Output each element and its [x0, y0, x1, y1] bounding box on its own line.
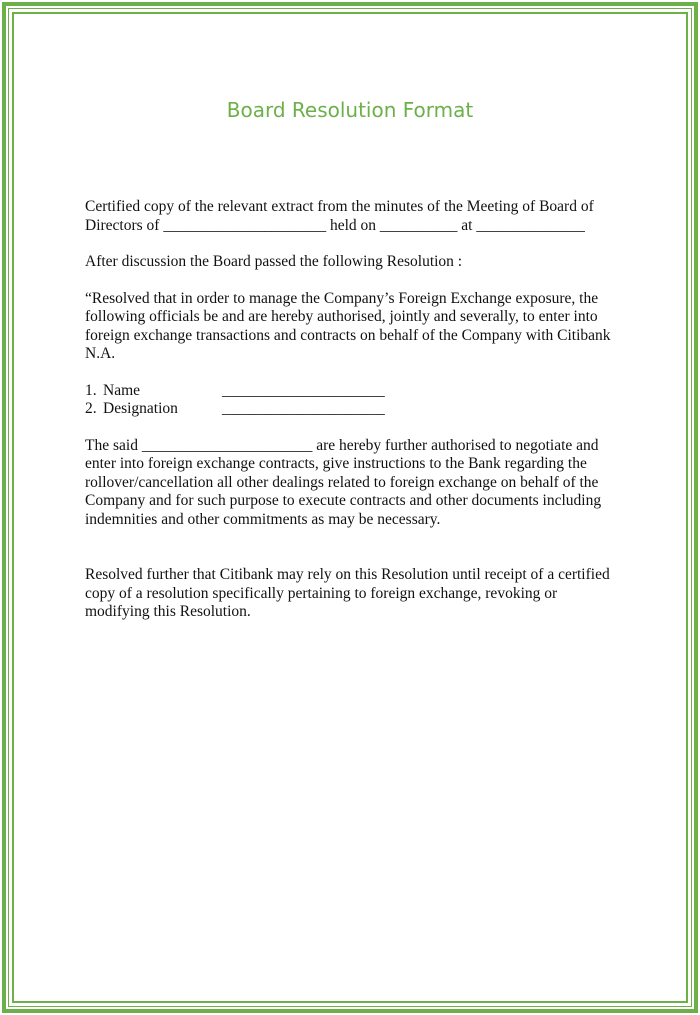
list-number: 2. — [85, 400, 97, 417]
document-body — [85, 198, 620, 622]
authorisation-paragraph — [85, 437, 620, 530]
text-line: Certified copy of the relevant extract from the minutes of the Meeting of Board of — [85, 198, 594, 215]
officials-list — [85, 382, 620, 419]
text-line: The said ______________________ are hereby further authorised to negotiate and — [85, 436, 599, 454]
text-line: N.A. — [85, 345, 116, 362]
text-line: Resolved further that Citibank may rely on this Resolution until receipt of a certified — [85, 566, 610, 583]
text-line: foreign exchange transactions and contracts on behalf of the Company with Citibank — [85, 326, 611, 344]
list-item — [85, 400, 620, 419]
text-line: modifying this Resolution. — [85, 603, 251, 620]
designation-label: Designation — [103, 400, 178, 417]
text-line: copy of a resolution specifically pertaining to foreign exchange, revoking or — [85, 584, 558, 602]
list-number: 1. — [85, 381, 97, 399]
certified-copy-paragraph — [85, 198, 620, 235]
name-blank: _____________________ — [222, 381, 385, 399]
text-line: indemnities and other commitments as may be necessary. — [85, 510, 441, 528]
text-line: “Resolved that in order to manage the Company’s Foreign Exchange exposure, the — [85, 289, 599, 307]
further-resolution-paragraph — [85, 566, 620, 622]
name-label: Name — [103, 381, 141, 399]
resolution-paragraph — [85, 290, 620, 364]
text-line: Directors of _____________________ held on __________ at ______________ — [85, 216, 585, 234]
designation-blank: _____________________ — [222, 400, 385, 417]
text-line: rollover/cancellation all other dealings related to foreign exchange on behalf of the — [85, 473, 599, 491]
text-line: enter into foreign exchange contracts, give instructions to the Bank regarding the — [85, 455, 587, 472]
discussion-paragraph: After discussion the Board passed the following Resolution : — [85, 253, 463, 270]
text-line: following officials be and are hereby authorised, jointly and severally, to enter into — [85, 308, 598, 325]
list-item — [85, 382, 620, 401]
text-line: Company and for such purpose to execute contracts and other documents including — [85, 492, 602, 509]
document-title: Board Resolution Format — [226, 98, 474, 122]
